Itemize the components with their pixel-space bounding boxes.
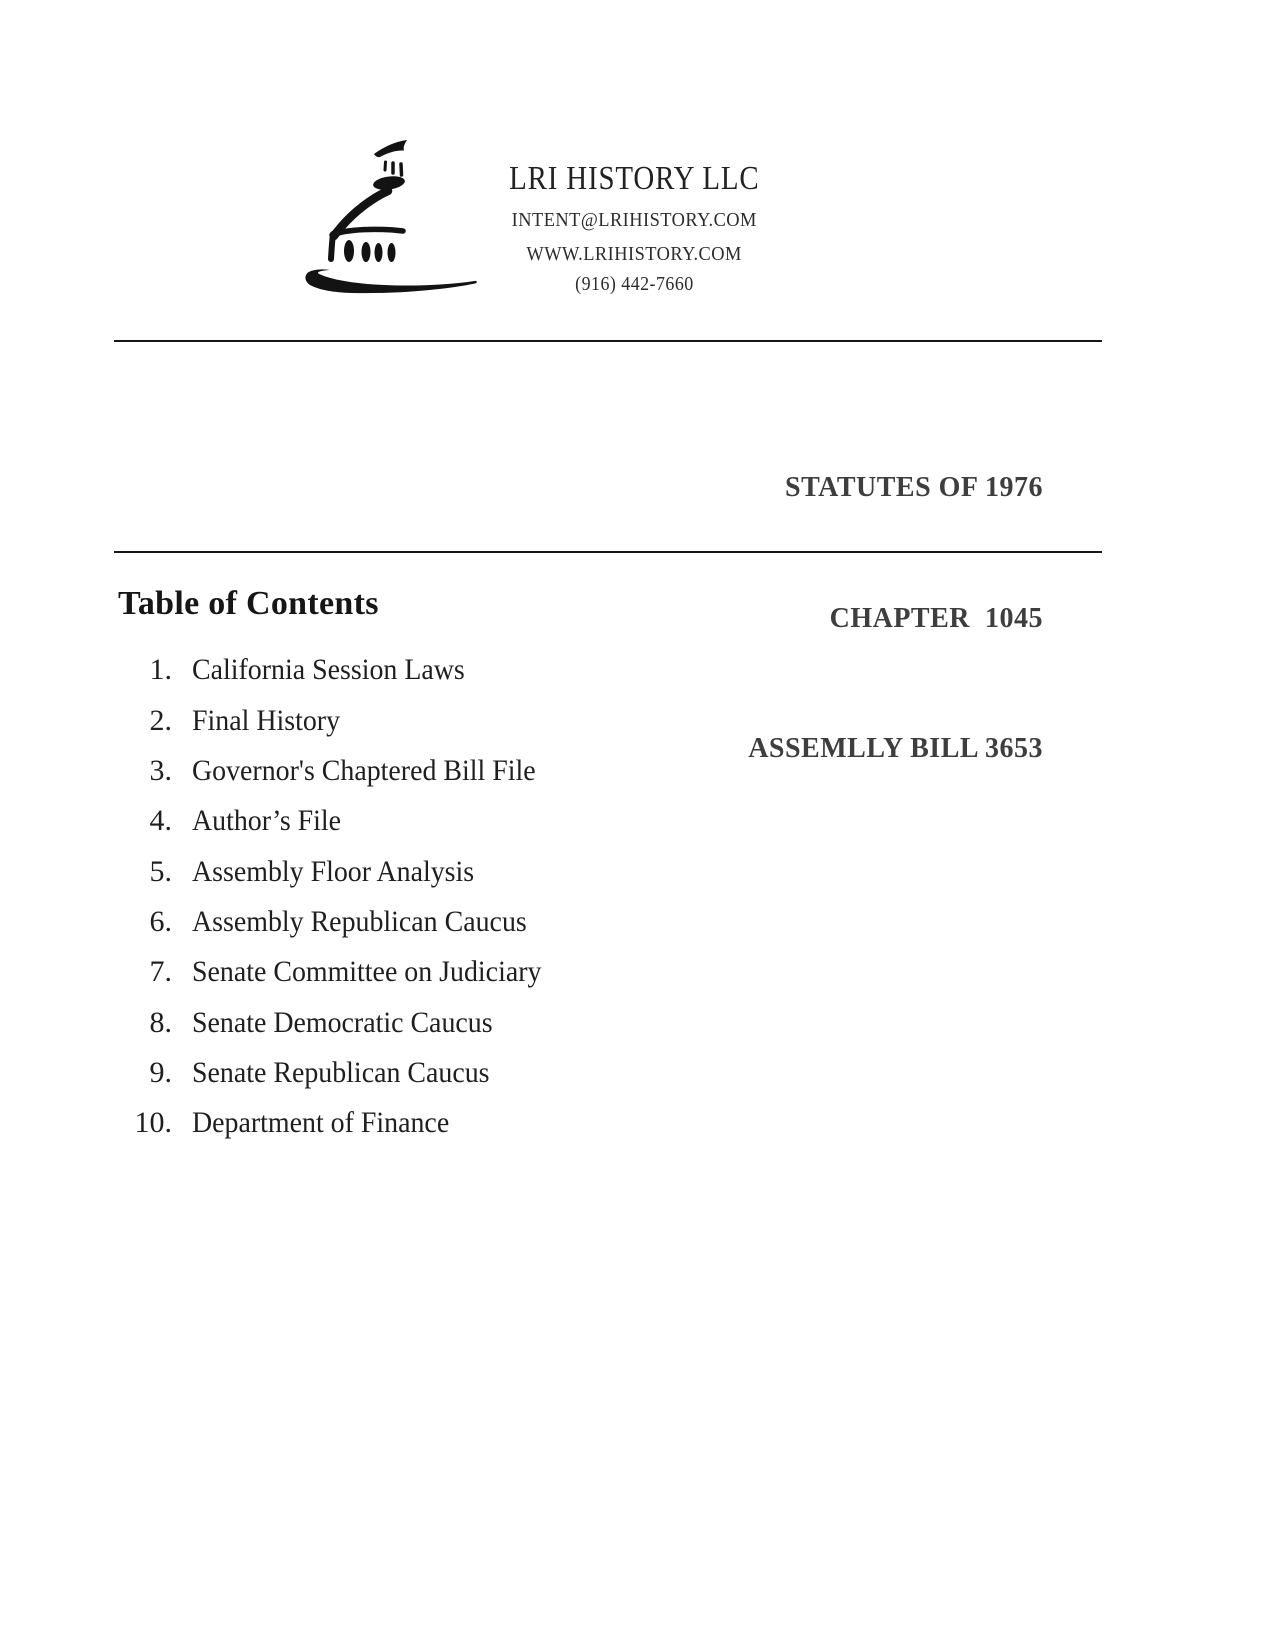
toc-item xyxy=(0,796,800,846)
toc-item-label: Senate Republican Caucus xyxy=(192,1055,490,1089)
title-bill-line: ASSEMLLY BILL 3653 xyxy=(748,733,1043,764)
company-name-text: LRI HISTORY LLC xyxy=(508,160,760,197)
toc-item-number: 9. xyxy=(149,1055,172,1089)
contact-website-text: WWW.LRIHISTORY.COM xyxy=(526,243,742,265)
toc-item xyxy=(0,846,800,896)
toc-item-label: Assembly Floor Analysis xyxy=(192,854,475,888)
toc-item xyxy=(0,645,800,695)
toc-item-label: Governor's Chaptered Bill File xyxy=(192,753,536,787)
toc-item-label: Assembly Republican Caucus xyxy=(192,904,527,938)
title-statutes-line: STATUTES OF 1976 xyxy=(785,472,1043,503)
company-name xyxy=(334,162,934,196)
title-chapter-line: CHAPTER 1045 xyxy=(829,602,1043,634)
toc-heading: Table of Contents xyxy=(118,585,379,622)
toc-item-label: Department of Finance xyxy=(192,1106,450,1140)
toc-item-number: 5. xyxy=(149,854,172,888)
divider-top xyxy=(114,340,1102,342)
divider-bottom xyxy=(114,551,1102,553)
toc-item xyxy=(0,1048,800,1098)
toc-item-label: Senate Democratic Caucus xyxy=(192,1005,493,1039)
toc-item-number: 3. xyxy=(149,753,172,787)
toc-item-number: 6. xyxy=(149,904,172,938)
capitol-dome-logo-icon xyxy=(292,118,488,294)
toc-item-number: 8. xyxy=(149,1005,172,1039)
contact-phone-text: (916) 442-7660 xyxy=(574,274,694,295)
toc-item-number: 10. xyxy=(134,1106,172,1140)
toc-item xyxy=(0,746,800,796)
contact-email xyxy=(334,210,934,230)
toc-item-label: Senate Committee on Judiciary xyxy=(192,955,542,989)
toc-item xyxy=(0,947,800,997)
toc-item-number: 7. xyxy=(149,955,172,989)
toc-item xyxy=(0,997,800,1047)
toc-item-label: Author’s File xyxy=(192,804,342,838)
contact-phone xyxy=(334,275,934,295)
contact-email-text: INTENT@LRIHISTORY.COM xyxy=(511,209,757,231)
toc-item-label: California Session Laws xyxy=(192,653,465,687)
toc-item xyxy=(0,1098,800,1148)
toc-item-label: Final History xyxy=(192,703,341,737)
toc-item-number: 4. xyxy=(149,804,172,838)
toc-item xyxy=(0,897,800,947)
toc-item-number: 1. xyxy=(149,653,172,687)
toc-item-number: 2. xyxy=(149,703,172,737)
contact-website xyxy=(334,244,934,264)
toc-list xyxy=(0,645,800,1148)
toc-item xyxy=(0,695,800,745)
